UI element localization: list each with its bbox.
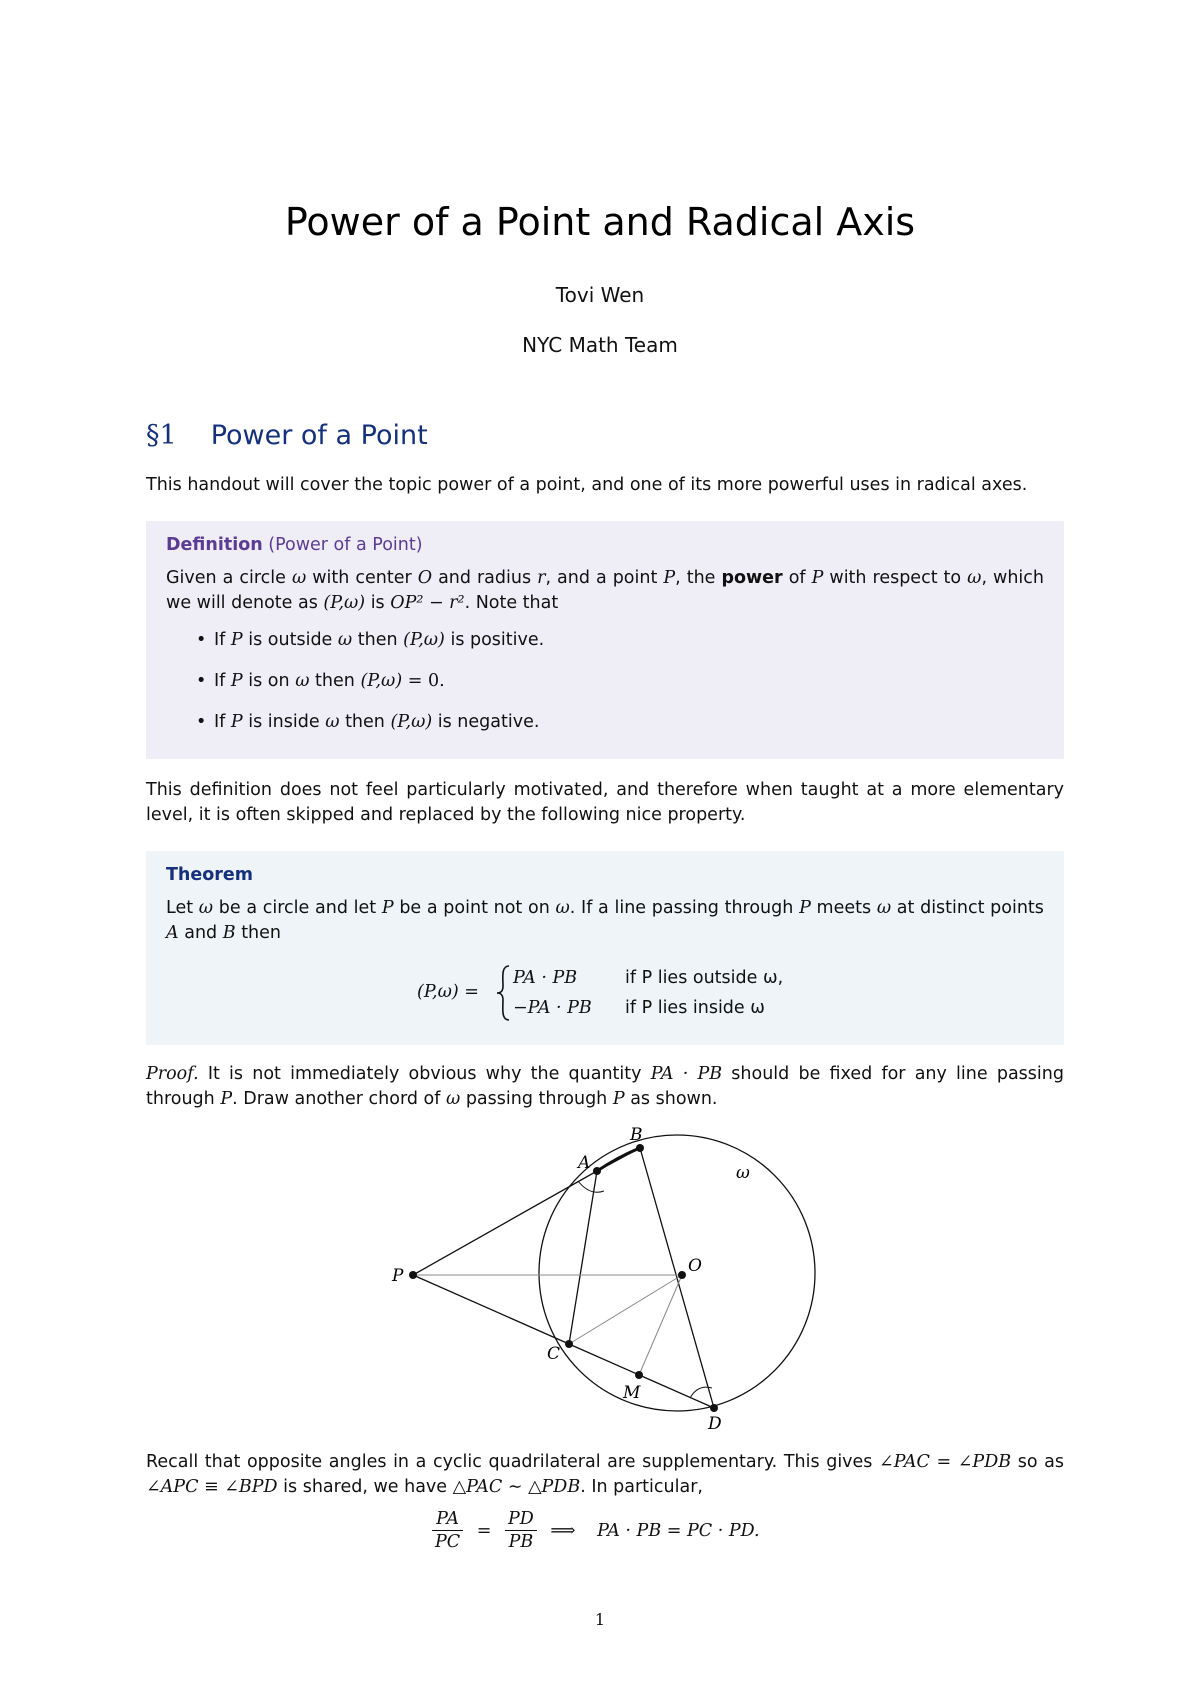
list-item: • If P is outside ω then (P,ω) is positive. <box>196 628 1044 669</box>
point-b <box>636 1144 644 1152</box>
document-page: Power of a Point and Radical Axis Tovi Wen NYC Math Team §1 Power of a Point This handout will cover the topic power of a point, and one of its more powerful uses in radical axes. Definition (Power of a Point) Given a circle ω with center O and radius r, and a point P, the power of P with respect to ω, which we will denote as (P,ω) is OP² − r². Note that • If P is outside ω then (P,ω) is positive. • If P is on ω then (P,ω) = 0. • If P is inside ω then (P,ω) is negative. This definition does not feel particularly motivated, and therefore when taught at a more elementary level, it is often skipped and replaced by the following nice property. Theorem Let ω be a circle and let P be a point not on ω. If a line passing through P meets ω at distinct points A and B then (P,ω) = PA · PB if P lies outside ω, −PA · PB if P lies inside ω Proof. It is not immediately obvious why the quantity PA · PB should be fixed for any line passing through P. Draw another chord of ω passing through P as shown. P A B C D O M ω Recall that opposite angles in a cyclic quadrilateral are supplementary. This gives ∠PAC = ∠PDB so as ∠APC ≡ ∠BPD is shared, we have △PAC ∼ △PDB. In particular, $\frac{PA}{PC}$ = $\frac{PD}{PB}$ ⟹ PA · PB = PC · PD. 1 <box>0 0 1200 1696</box>
case-row-inside: −PA · PB if P lies inside ω <box>513 998 765 1018</box>
definition-body: Given a circle ω with center O and radius r, and a point P, the power of P with respect to ω, which we will denote as (P,ω) is OP² − r². Note that • If P is outside ω then (P,ω) is positive. • If P is on ω then (P,ω) = 0. • If P is inside ω then (P,ω) is negative. <box>166 566 1044 751</box>
proof-paragraph: Proof. It is not immediately obvious why the quantity PA · PB should be fixed for any line passing through P. Draw another chord of ω passing through P as shown. <box>146 1064 1064 1109</box>
fraction-pd-pb: $\frac{PD}{PB}$ <box>505 1508 537 1553</box>
fraction-pa-pc: $\frac{PA}{PC}$ <box>432 1508 463 1553</box>
brace-icon <box>495 964 511 1022</box>
list-item: • If P is inside ω then (P,ω) is negative. <box>196 710 1044 751</box>
case-row-outside: PA · PB if P lies outside ω, <box>513 968 784 988</box>
label-omega: ω <box>736 1163 750 1183</box>
angle-mark-a <box>578 1181 604 1192</box>
point-p <box>409 1271 417 1279</box>
definition-name: (Power of a Point) <box>268 535 423 555</box>
affiliation: NYC Math Team <box>522 333 678 357</box>
label-b: B <box>630 1125 643 1145</box>
definition-box <box>146 521 1064 759</box>
proof-label: Proof. <box>146 1064 199 1084</box>
list-item: • If P is on ω then (P,ω) = 0. <box>196 669 1044 710</box>
segment-pc <box>413 1275 569 1344</box>
label-m: M <box>623 1383 641 1403</box>
theorem-label: Theorem <box>166 865 254 885</box>
label-p: P <box>392 1266 404 1286</box>
label-o: O <box>688 1256 702 1276</box>
segment-ac <box>569 1171 597 1344</box>
geometry-figure <box>380 1118 840 1438</box>
segment-oc <box>569 1275 682 1344</box>
motivation-paragraph: This definition does not feel particularly motivated, and therefore when taught at a more elementary level, it is often skipped and replaced by the following nice property. <box>146 780 1064 825</box>
intro-paragraph: This handout will cover the topic power of a point, and one of its more powerful uses in radical axes. <box>146 475 1028 495</box>
segment-om <box>639 1275 682 1375</box>
label-a: A <box>578 1153 591 1173</box>
point-a <box>593 1167 601 1175</box>
ratio-equation: $\frac{PA}{PC}$ = $\frac{PD}{PB}$ ⟹ PA · PB = PC · PD. <box>432 1508 768 1558</box>
section-heading <box>146 420 428 451</box>
point-d <box>710 1404 718 1412</box>
theorem-heading <box>166 863 1044 888</box>
page-number: 1 <box>594 1610 606 1629</box>
definition-label: Definition <box>166 535 263 555</box>
section-number: §1 <box>146 420 177 451</box>
definition-heading <box>166 533 1044 558</box>
section-title: Power of a Point <box>210 420 428 451</box>
segment-ab <box>597 1148 640 1171</box>
segment-pa <box>413 1171 597 1275</box>
definition-cases <box>166 628 1044 751</box>
label-d: D <box>708 1414 722 1434</box>
point-m <box>635 1371 643 1379</box>
label-c: C <box>547 1344 561 1364</box>
point-o <box>678 1271 686 1279</box>
power-term: power <box>721 568 783 588</box>
recall-paragraph: Recall that opposite angles in a cyclic quadrilateral are supplementary. This gives ∠PAC = ∠PDB so as ∠APC ≡ ∠BPD is shared, we have △PAC ∼ △PDB. In particular, <box>146 1452 1064 1497</box>
point-c <box>565 1340 573 1348</box>
author-name: Tovi Wen <box>555 283 645 307</box>
theorem-body: Let ω be a circle and let P be a point not on ω. If a line passing through P meets ω at distinct points A and B then <box>166 898 1044 943</box>
document-title: Power of a Point and Radical Axis <box>284 200 916 244</box>
